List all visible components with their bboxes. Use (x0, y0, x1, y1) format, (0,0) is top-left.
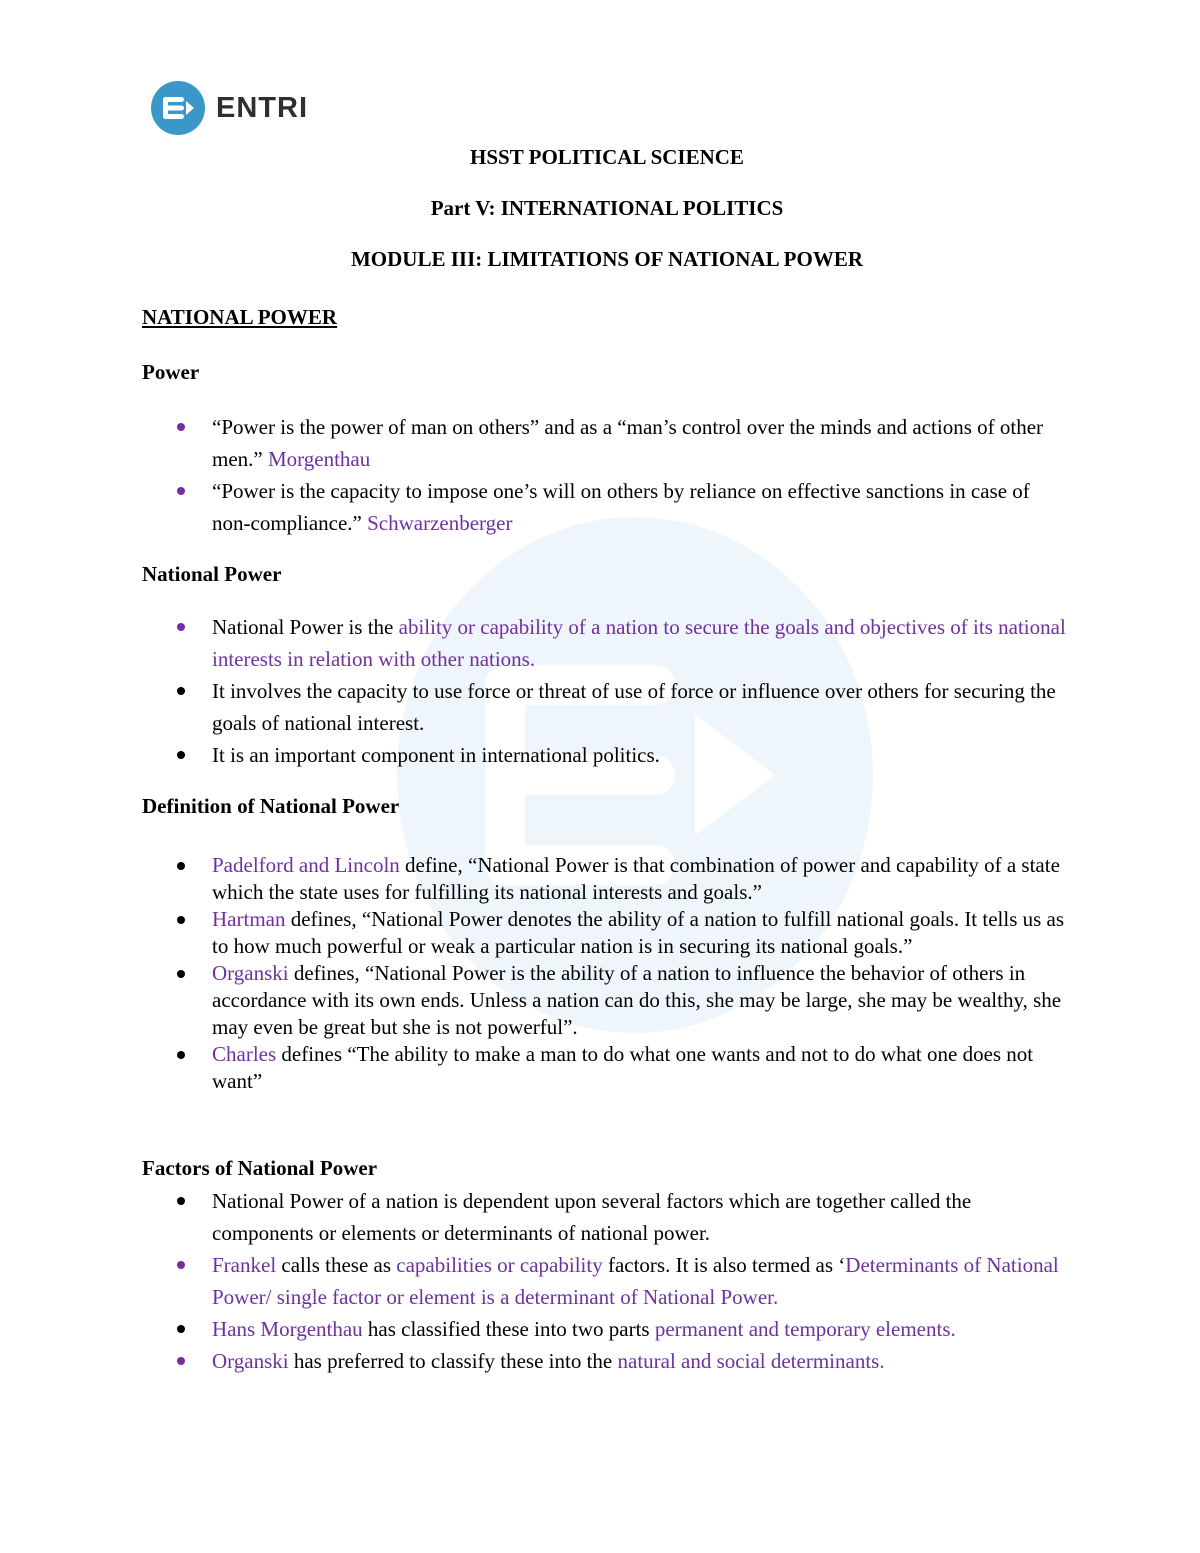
list-item: Organski has preferred to classify these into the natural and social determinants. (142, 1345, 1072, 1377)
definition-list (142, 852, 1072, 1095)
list-item: Padelford and Lincoln define, “National Power is that combination of power and capability of a state which the state uses for fulfilling its national interests and goals.” (142, 852, 1072, 906)
author-name: Hans Morgenthau (212, 1317, 363, 1341)
entri-logo-icon (150, 80, 206, 136)
author-name: Organski (212, 961, 289, 985)
module-title: MODULE III: LIMITATIONS OF NATIONAL POWER (350, 247, 864, 271)
list-item: Hartman defines, “National Power denotes the ability of a nation to fulfill national goals. It tells us as to how much powerful or weak a particular nation is in securing its national goals.” (142, 906, 1072, 960)
list-item: Charles defines “The ability to make a man to do what one wants and not to do what one does not want” (142, 1041, 1072, 1095)
section-heading-national-power: NATIONAL POWER (142, 305, 338, 329)
factors-list (142, 1185, 1072, 1377)
document-title: HSST POLITICAL SCIENCE (470, 145, 744, 169)
author-name: Padelford and Lincoln (212, 853, 400, 877)
list-item: National Power of a nation is dependent upon several factors which are together called the components or elements or determinants of national power. (142, 1185, 1072, 1249)
subheading-power: Power (142, 360, 200, 384)
author-name: Hartman (212, 907, 286, 931)
list-item: “Power is the power of man on others” and as a “man’s control over the minds and actions of other men.” Morgenthau (142, 411, 1072, 475)
author-name: Frankel (212, 1253, 277, 1277)
list-item: National Power is the ability or capability of a nation to secure the goals and objectives of its national interests in relation with other nations. (142, 611, 1072, 675)
list-item: Organski defines, “National Power is the ability of a nation to influence the behavior of others in accordance with its own ends. Unless a nation can do this, she may be large, she may be wealthy, she may even be great but she is not powerful”. (142, 960, 1072, 1041)
list-item: Hans Morgenthau has classified these into two parts permanent and temporary elements. (142, 1313, 1072, 1345)
entri-logo (150, 80, 308, 136)
subheading-national-power: National Power (142, 562, 282, 586)
national-power-list (142, 611, 1072, 771)
list-item: It involves the capacity to use force or threat of use of force or influence over others for securing the goals of national interest. (142, 675, 1072, 739)
list-item: “Power is the capacity to impose one’s will on others by reliance on effective sanctions in case of non-compliance.” Schwarzenberger (142, 475, 1072, 539)
subheading-definition: Definition of National Power (142, 794, 400, 818)
author-name: Organski (212, 1349, 289, 1373)
part-title: Part V: INTERNATIONAL POLITICS (430, 196, 784, 220)
logo-wordmark: ENTRI (216, 91, 308, 124)
list-item: Frankel calls these as capabilities or capability factors. It is also termed as ‘Determinants of National Power/ single factor or element is a determinant of National Power. (142, 1249, 1072, 1313)
subheading-factors: Factors of National Power (142, 1156, 378, 1180)
author-name: Morgenthau (267, 447, 371, 471)
power-list (142, 411, 1072, 539)
author-name: Charles (212, 1042, 277, 1066)
author-name: Schwarzenberger (367, 511, 513, 535)
list-item: It is an important component in international politics. (142, 739, 1072, 771)
